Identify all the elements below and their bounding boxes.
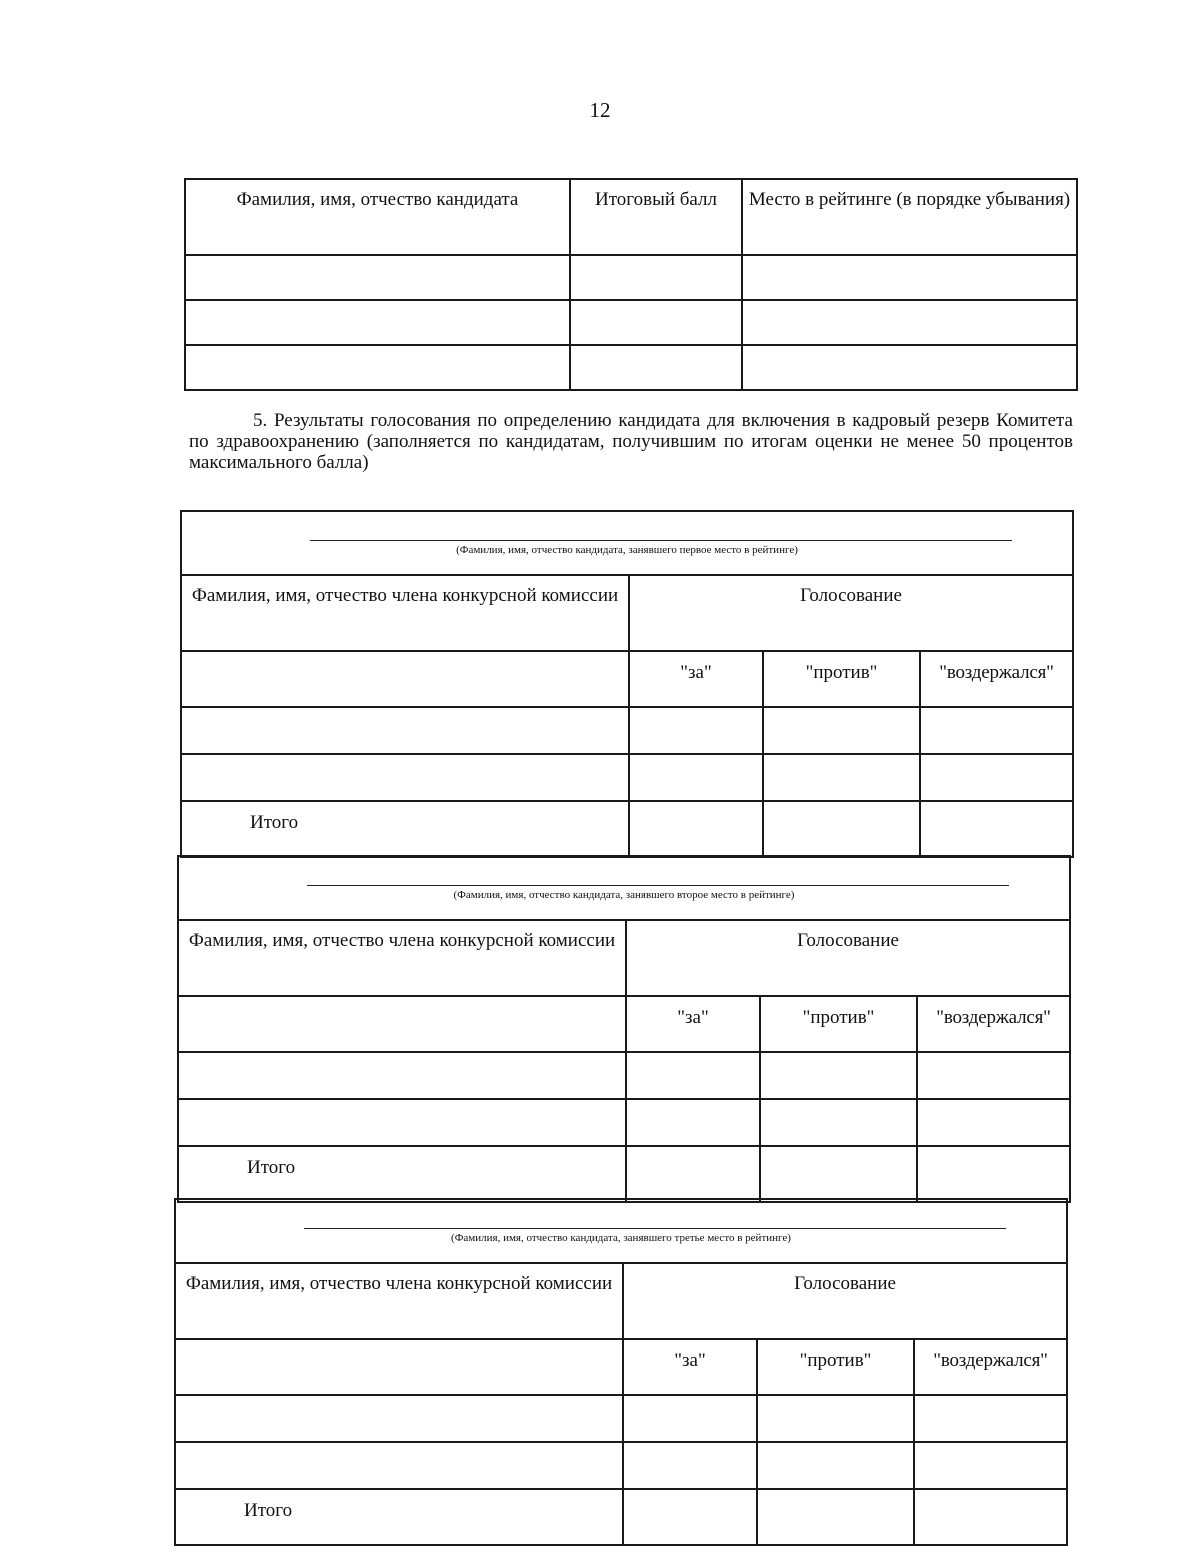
table-cell[interactable] <box>760 1146 917 1202</box>
option-abstained: "воздержался" <box>920 651 1073 707</box>
table-cell[interactable] <box>763 707 920 754</box>
member-header: Фамилия, имя, отчество члена конкурсной комиссии <box>178 920 626 996</box>
table-row <box>185 255 1077 300</box>
table-row <box>185 300 1077 345</box>
table-cell[interactable] <box>185 255 570 300</box>
table-cell[interactable] <box>763 801 920 857</box>
table-cell[interactable] <box>181 754 629 801</box>
candidate-caption: (Фамилия, имя, отчество кандидата, занявшего третье место в рейтинге) <box>451 1232 791 1244</box>
member-header: Фамилия, имя, отчество члена конкурсной комиссии <box>181 575 629 651</box>
table-cell[interactable] <box>623 1395 757 1442</box>
table-cell[interactable] <box>914 1489 1067 1545</box>
option-against: "против" <box>763 651 920 707</box>
vote-table-first-place <box>180 510 1074 858</box>
vote-header: Голосование <box>623 1263 1067 1339</box>
table-cell[interactable] <box>623 1489 757 1545</box>
table-cell[interactable] <box>185 345 570 390</box>
table-cell[interactable] <box>570 300 742 345</box>
table-cell[interactable] <box>760 1099 917 1146</box>
table-row <box>178 1099 1070 1146</box>
candidate-caption: (Фамилия, имя, отчество кандидата, занявшего первое место в рейтинге) <box>456 544 798 556</box>
table-cell[interactable] <box>629 707 763 754</box>
table-cell[interactable] <box>626 1146 760 1202</box>
table-row <box>185 345 1077 390</box>
candidate-name-field[interactable] <box>178 856 1070 920</box>
candidate-name-field[interactable] <box>181 511 1073 575</box>
candidate-name-line <box>310 540 1012 541</box>
table-row <box>178 1052 1070 1099</box>
total-row <box>181 801 1073 857</box>
rating-header-candidate-name: Фамилия, имя, отчество кандидата <box>185 179 570 255</box>
option-for: "за" <box>623 1339 757 1395</box>
total-row <box>175 1489 1067 1545</box>
table-cell[interactable] <box>629 801 763 857</box>
table-cell[interactable] <box>914 1395 1067 1442</box>
option-for: "за" <box>629 651 763 707</box>
table-cell[interactable] <box>757 1395 914 1442</box>
option-abstained: "воздержался" <box>914 1339 1067 1395</box>
rating-header-total-score: Итоговый балл <box>570 179 742 255</box>
option-abstained: "воздержался" <box>917 996 1070 1052</box>
table-cell[interactable] <box>920 707 1073 754</box>
candidate-name-line <box>307 885 1009 886</box>
table-cell[interactable] <box>626 1052 760 1099</box>
page-number: 12 <box>589 98 611 122</box>
table-cell[interactable] <box>757 1442 914 1489</box>
table-cell[interactable] <box>742 345 1077 390</box>
table-cell[interactable] <box>178 996 626 1052</box>
candidate-caption: (Фамилия, имя, отчество кандидата, занявшего второе место в рейтинге) <box>453 889 795 901</box>
member-header: Фамилия, имя, отчество члена конкурсной комиссии <box>175 1263 623 1339</box>
table-cell[interactable] <box>917 1099 1070 1146</box>
option-against: "против" <box>757 1339 914 1395</box>
candidate-name-field[interactable] <box>175 1199 1067 1263</box>
table-cell[interactable] <box>181 707 629 754</box>
table-cell[interactable] <box>570 345 742 390</box>
vote-header: Голосование <box>629 575 1073 651</box>
table-row <box>175 1395 1067 1442</box>
table-cell[interactable] <box>920 754 1073 801</box>
table-cell[interactable] <box>626 1099 760 1146</box>
total-label: Итого <box>178 1146 626 1202</box>
table-cell[interactable] <box>920 801 1073 857</box>
table-cell[interactable] <box>178 1052 626 1099</box>
table-cell[interactable] <box>742 255 1077 300</box>
vote-table-second-place <box>177 855 1071 1203</box>
table-cell[interactable] <box>185 300 570 345</box>
vote-header: Голосование <box>626 920 1070 996</box>
table-cell[interactable] <box>760 1052 917 1099</box>
total-row <box>178 1146 1070 1202</box>
option-for: "за" <box>626 996 760 1052</box>
table-cell[interactable] <box>914 1442 1067 1489</box>
table-row <box>181 754 1073 801</box>
section-5-text: 5. Результаты голосования по определению кандидата для включения в кадровый резерв Комитета по здравоохранению (заполняется по кандидатам, получившим по итогам оценки не менее 50 процентов максимального балла) <box>189 410 1073 473</box>
rating-table-header-row <box>185 179 1077 255</box>
table-cell[interactable] <box>917 1052 1070 1099</box>
candidate-name-line <box>304 1228 1006 1229</box>
table-cell[interactable] <box>570 255 742 300</box>
table-cell[interactable] <box>763 754 920 801</box>
table-cell[interactable] <box>629 754 763 801</box>
section-5-paragraph <box>189 410 1073 473</box>
rating-header-rank: Место в рейтинге (в порядке убывания) <box>742 179 1077 255</box>
total-label: Итого <box>175 1489 623 1545</box>
table-cell[interactable] <box>175 1395 623 1442</box>
table-cell[interactable] <box>175 1442 623 1489</box>
table-cell[interactable] <box>742 300 1077 345</box>
table-cell[interactable] <box>178 1099 626 1146</box>
vote-table-third-place <box>174 1198 1068 1546</box>
option-against: "против" <box>760 996 917 1052</box>
table-row <box>181 707 1073 754</box>
table-cell[interactable] <box>917 1146 1070 1202</box>
table-cell[interactable] <box>181 651 629 707</box>
table-cell[interactable] <box>757 1489 914 1545</box>
rating-table <box>184 178 1078 391</box>
table-row <box>175 1442 1067 1489</box>
total-label: Итого <box>181 801 629 857</box>
table-cell[interactable] <box>623 1442 757 1489</box>
table-cell[interactable] <box>175 1339 623 1395</box>
